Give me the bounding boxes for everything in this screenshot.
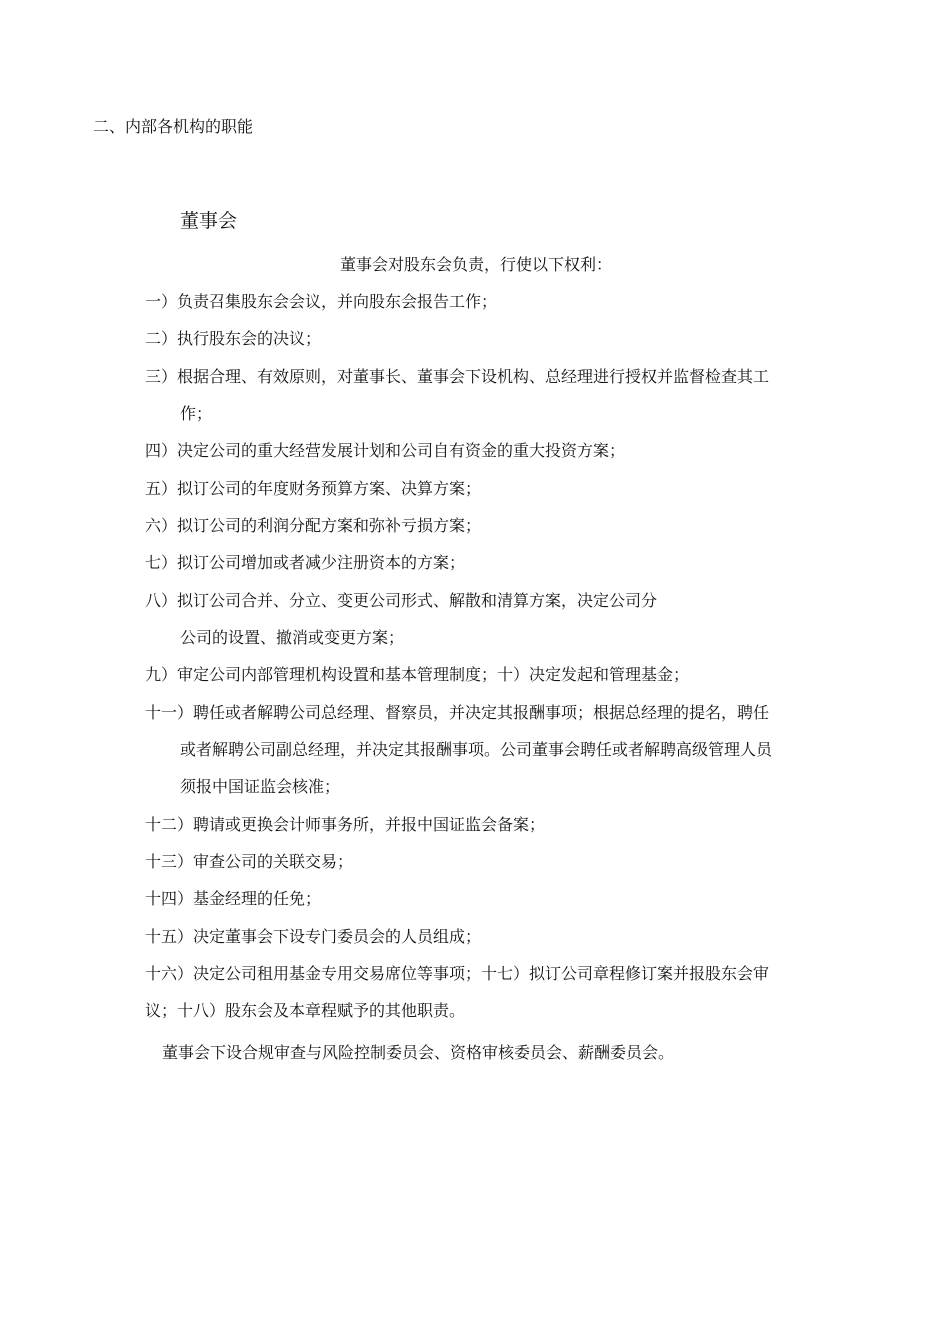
list-item [145,478,481,500]
item-text: 基金经理的任免； [193,889,322,908]
list-item [145,366,769,388]
item-text: 聘任或者解聘公司总经理、督察员，并决定其报酬事项；根据总经理的提名，聘任 [193,703,770,722]
list-item [145,328,321,350]
item-number: 二） [145,329,178,348]
list-item-continuation: 公司的设置、撤消或变更方案； [180,628,405,647]
item-number: 十六） [145,964,194,983]
item-text: 执行股东会的决议； [177,329,322,348]
list-item [145,888,321,910]
closing-paragraph: 董事会下设合规审查与风险控制委员会、资格审核委员会、薪酬委员会。 [162,1043,675,1062]
item-number: 十一） [145,703,194,722]
list-item-continuation: 或者解聘公司副总经理，并决定其报酬事项。公司董事会聘任或者解聘高级管理人员 [180,740,773,759]
item-number: 六） [145,516,178,535]
item-number: 十四） [145,889,194,908]
list-item [145,590,657,612]
list-item [145,702,769,724]
item-number: 一） [145,292,178,311]
list-item [145,664,689,686]
list-item [145,963,769,985]
section-heading: 二、内部各机构的职能 [93,117,254,136]
item-text: 聘请或更换会计师事务所，并报中国证监会备案； [193,815,546,834]
list-item [145,851,353,873]
item-number: 十五） [145,927,194,946]
item-text: 拟订公司合并、分立、变更公司形式、解散和清算方案，决定公司分 [177,591,658,610]
intro-text: 董事会对股东会负责，行使以下权利： [340,255,613,274]
item-text: 负责召集股东会会议，并向股东会报告工作； [177,292,498,311]
item-text: 审定公司内部管理机构设置和基本管理制度；十）决定发起和管理基金； [177,665,690,684]
list-item-continuation: 须报中国证监会核准； [180,777,341,796]
item-number: 五） [145,479,178,498]
list-item [145,926,481,948]
item-number: 十二） [145,815,194,834]
item-text: 根据合理、有效原则，对董事长、董事会下设机构、总经理进行授权并监督检查其工 [177,367,770,386]
list-item [145,552,465,574]
list-item-continuation: 议；十八）股东会及本章程赋予的其他职责。 [145,1001,466,1020]
item-number: 三） [145,367,178,386]
item-text: 拟订公司增加或者减少注册资本的方案； [177,553,466,572]
item-text: 拟订公司的年度财务预算方案、决算方案； [177,479,482,498]
item-number: 八） [145,591,178,610]
list-item [145,814,545,836]
list-item-continuation: 作； [180,404,213,423]
item-text: 审查公司的关联交易； [193,852,354,871]
list-item [145,291,497,313]
list-item [145,440,625,462]
item-text: 决定公司的重大经营发展计划和公司自有资金的重大投资方案； [177,441,626,460]
subheading-board: 董事会 [180,210,238,232]
list-item [145,515,481,537]
item-text: 决定公司租用基金专用交易席位等事项；十七）拟订公司章程修订案并报股东会审 [193,964,770,983]
item-number: 七） [145,553,178,572]
item-text: 拟订公司的利润分配方案和弥补亏损方案； [177,516,482,535]
item-number: 四） [145,441,178,460]
item-number: 十三） [145,852,194,871]
item-number: 九） [145,665,178,684]
item-text: 决定董事会下设专门委员会的人员组成； [193,927,482,946]
